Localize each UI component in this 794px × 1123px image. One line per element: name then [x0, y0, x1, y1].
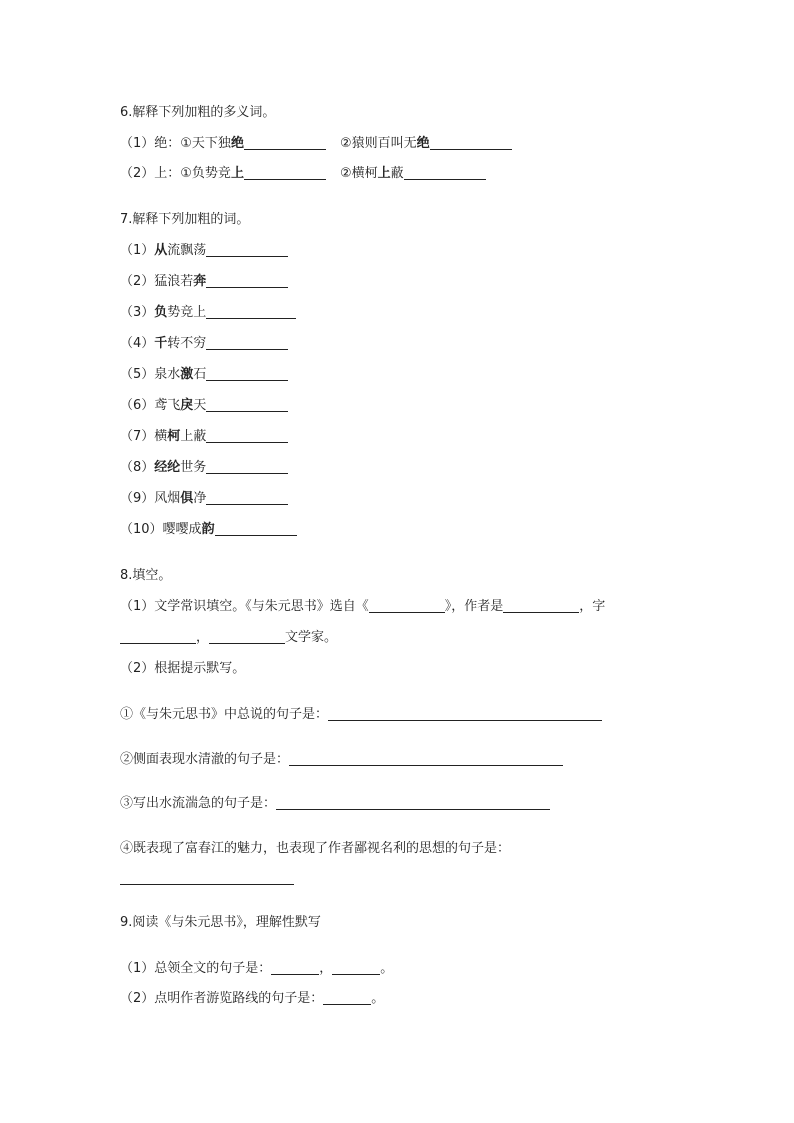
q7-item-pre: 嘤嘤成 [162, 522, 202, 537]
q9-title: 9.阅读《与朱元思书》，理解性默写 [120, 915, 321, 930]
q7-item-num: （3） [120, 305, 155, 320]
q7-item-blank[interactable] [215, 521, 297, 536]
q6-r1-blank2[interactable] [430, 135, 512, 150]
q7-item-rest: 上蔽 [180, 429, 207, 444]
q6-r1-bold2: 绝 [416, 136, 430, 151]
q9-l1-b: ， [319, 961, 333, 976]
q8-s2-text: ②侧面表现水清澈的句子是： [120, 752, 290, 767]
q6-row-2 [120, 165, 486, 183]
q7-item-rest: 世务 [180, 460, 207, 475]
q7-item-blank[interactable] [206, 273, 288, 288]
q7-item-num: （1） [120, 243, 155, 258]
q6-r1-bold1: 绝 [230, 136, 244, 151]
q7-item-bold: 从 [154, 243, 168, 258]
q9-l1-blank1[interactable] [271, 960, 319, 975]
q6-r2-pre: 上：①负势竞 [154, 166, 231, 181]
q7-item [120, 273, 288, 291]
q8-s3-text: ③写出水流湍急的句子是： [120, 796, 277, 811]
q6-r2-blank1[interactable] [244, 165, 326, 180]
q7-item-pre: 风烟 [154, 491, 181, 506]
q7-item [120, 397, 288, 415]
q9-l1 [120, 960, 393, 978]
q8-p2: （2）根据提示默写。 [120, 661, 246, 676]
q7-item-num: （10） [120, 522, 163, 537]
q7-item-num: （5） [120, 367, 155, 382]
q7-item-rest: 流飘荡 [167, 243, 207, 258]
q8-s4-text: ④既表现了富春江的魅力，也表现了作者鄙视名利的思想的句子是： [120, 841, 511, 856]
q7-item-blank[interactable] [206, 304, 296, 319]
q7-item [120, 459, 288, 477]
q7-title: 7.解释下列加粗的词。 [120, 212, 250, 227]
q7-item-num: （7） [120, 429, 155, 444]
q6-r2-mid: ②横柯 [339, 166, 378, 181]
q8-dynasty-blank[interactable] [209, 629, 285, 644]
q8-s4 [120, 840, 510, 858]
q7-item-pre: 猛浪若 [154, 274, 194, 289]
q8-s2-blank[interactable] [289, 751, 563, 766]
q7-item-num: （4） [120, 336, 155, 351]
q7-item-blank[interactable] [206, 428, 288, 443]
q8-author-blank[interactable] [503, 598, 579, 613]
q7-item-bold: 戾 [180, 398, 194, 413]
q7-item [120, 521, 297, 539]
q8-s1-text: ①《与朱元思书》中总说的句子是： [120, 707, 329, 722]
q7-item [120, 366, 288, 384]
q6-title: 6.解释下列加粗的多义词。 [120, 105, 276, 120]
q9-l2 [120, 990, 384, 1008]
q7-item-pre: 鸢飞 [154, 398, 181, 413]
q8-p1-line1 [120, 598, 605, 616]
q8-title: 8.填空。 [120, 568, 172, 583]
q6-r2-bold1: 上 [230, 166, 244, 181]
q8-source-blank[interactable] [369, 598, 445, 613]
q6-r1-pre: 绝：①天下独 [154, 136, 231, 151]
q9-l2-a: （2）点明作者游览路线的句子是： [120, 991, 324, 1006]
q7-item-rest: 转不穷 [167, 336, 207, 351]
q6-r2-blank2[interactable] [404, 165, 486, 180]
q8-courtesy-name-blank[interactable] [120, 629, 196, 644]
q8-p1-a: （1）文学常识填空。《与朱元思书》选自《 [120, 599, 369, 614]
q6-r2-bold2: 上 [377, 166, 391, 181]
q7-item-rest: 势竞上 [167, 305, 207, 320]
q7-item-bold: 俱 [180, 491, 194, 506]
q7-item-pre: 横 [154, 429, 168, 444]
q8-s4-answer-line [120, 870, 294, 888]
q7-item-blank[interactable] [206, 335, 288, 350]
q7-item-blank[interactable] [206, 397, 288, 412]
q8-s2 [120, 751, 563, 769]
q7-item-blank[interactable] [206, 459, 288, 474]
q7-item-num: （9） [120, 491, 155, 506]
q8-s1-blank[interactable] [328, 706, 602, 721]
q6-r2-num: （2） [120, 166, 155, 181]
q6-r1-mid: ②猿则百叫无 [339, 136, 417, 151]
q7-item [120, 490, 288, 508]
q8-p1-c: ，字 [579, 599, 606, 614]
q9-l2-blank[interactable] [323, 990, 371, 1005]
q6-r1-blank1[interactable] [244, 135, 326, 150]
q8-s1 [120, 706, 602, 724]
q7-item-bold: 负 [154, 305, 168, 320]
q6-r2-post: 蔽 [390, 166, 404, 181]
q8-s3 [120, 795, 550, 813]
q7-item-bold: 千 [154, 336, 168, 351]
q7-item-bold: 奔 [193, 274, 207, 289]
q6-row-1 [120, 135, 512, 153]
q7-item [120, 304, 296, 322]
q7-item-pre: 泉水 [154, 367, 181, 382]
q7-item [120, 335, 288, 353]
q9-l2-b: 。 [371, 991, 385, 1006]
q7-item-rest: 净 [193, 491, 207, 506]
q9-l1-a: （1）总领全文的句子是： [120, 961, 272, 976]
q7-item-blank[interactable] [206, 366, 288, 381]
q9-l1-c: 。 [380, 961, 394, 976]
q7-item-blank[interactable] [206, 490, 288, 505]
q7-item [120, 242, 288, 260]
q6-r1-num: （1） [120, 136, 155, 151]
q8-s3-blank[interactable] [276, 795, 550, 810]
q8-p1-d: ， [196, 630, 210, 645]
q7-item-num: （8） [120, 460, 155, 475]
q7-item-bold: 韵 [201, 522, 215, 537]
q7-item-num: （6） [120, 398, 155, 413]
q7-item-rest: 天 [193, 398, 207, 413]
q8-p1-b: 》，作者是 [444, 599, 504, 614]
q7-item [120, 428, 288, 446]
q7-item-num: （2） [120, 274, 155, 289]
q7-item-bold: 激 [180, 367, 194, 382]
q7-item-bold: 柯 [167, 429, 181, 444]
q9-l1-blank2[interactable] [332, 960, 380, 975]
q7-item-rest: 石 [193, 367, 207, 382]
q8-p1-line2 [120, 629, 337, 647]
q7-item-bold: 经纶 [154, 460, 181, 475]
q8-p1-e: 文学家。 [285, 630, 338, 645]
q7-item-blank[interactable] [206, 242, 288, 257]
q8-s4-blank[interactable] [120, 870, 294, 885]
